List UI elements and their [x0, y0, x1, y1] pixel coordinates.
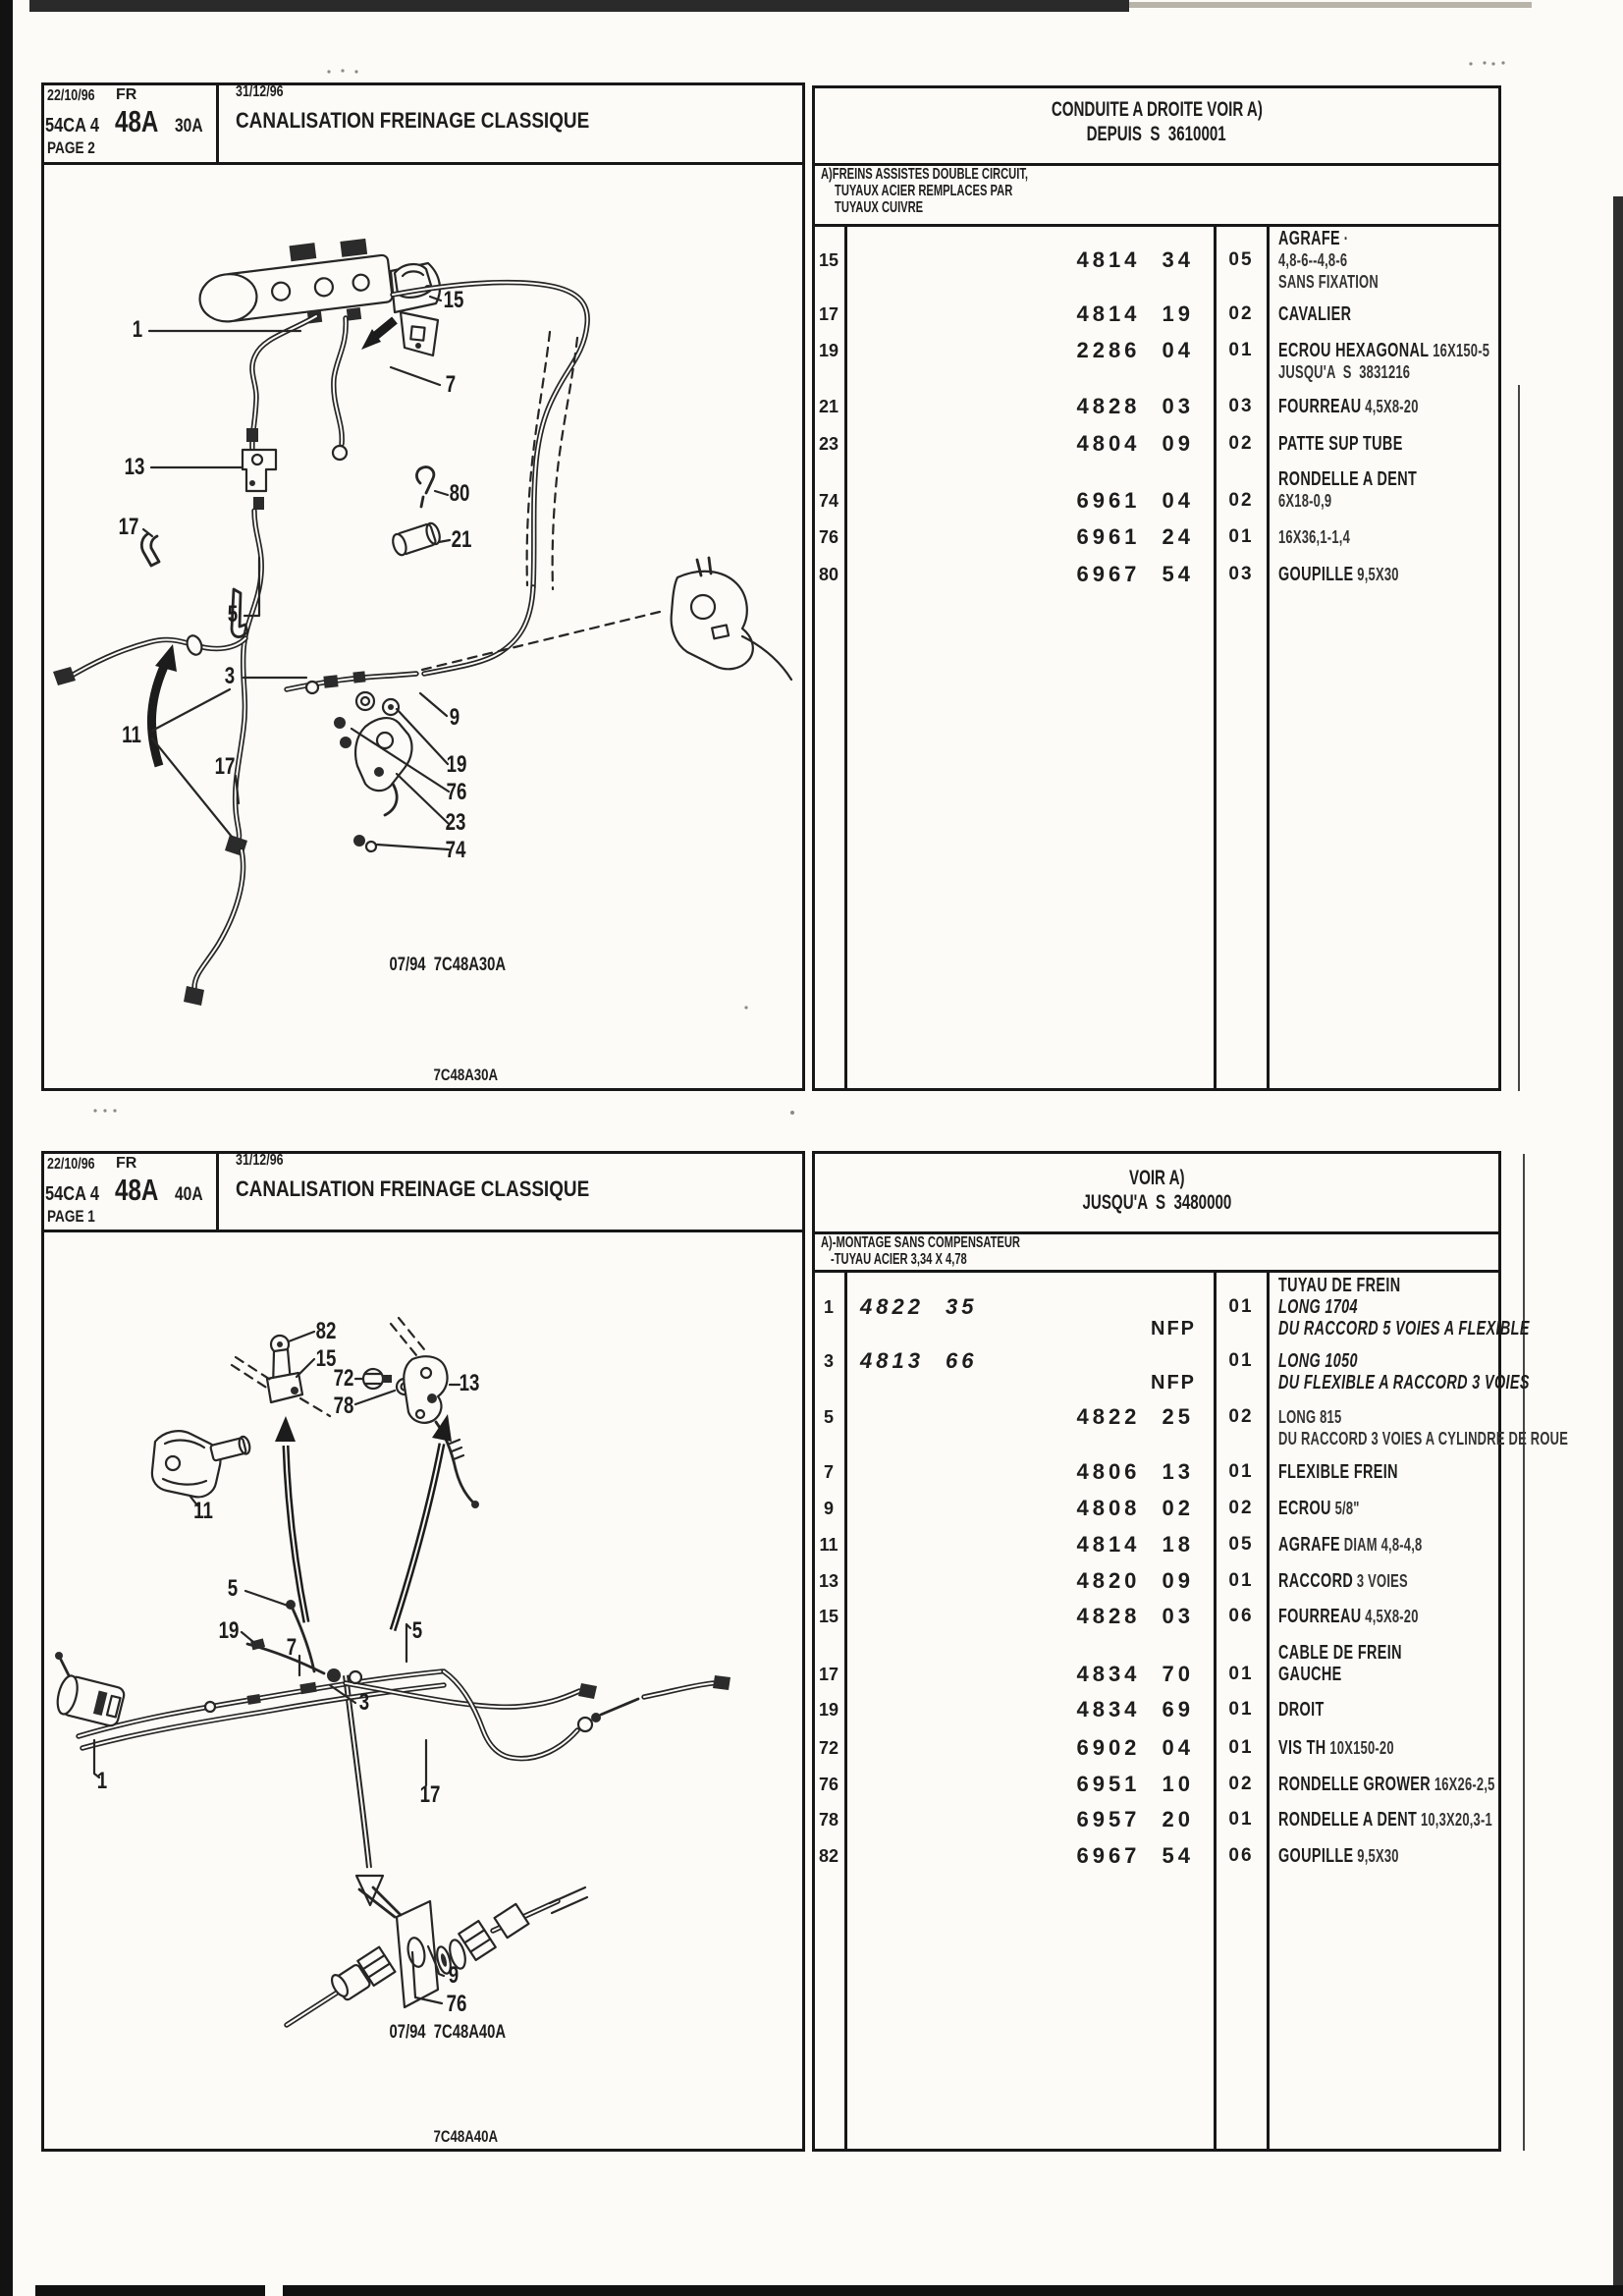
p1-diagram-box [41, 162, 805, 1091]
part-row-qty: 06 [1228, 1845, 1254, 1866]
diagram-callout: 17 [214, 753, 236, 780]
p1-table-box [812, 85, 1501, 1091]
scan-edge-bottom [35, 2285, 265, 2296]
part-desc-line: TUYAU DE FREIN [1278, 1275, 1401, 1296]
part-row-qty: 05 [1228, 1534, 1254, 1555]
diagram-callout: 17 [118, 514, 139, 540]
p2-page-label: PAGE 1 [47, 1207, 95, 1226]
p1-date: 22/10/96 [47, 87, 95, 104]
part-desc-line: AGRAFE DIAM 4,8-4,8 [1278, 1534, 1423, 1556]
part-row-item: 15 [818, 250, 839, 270]
part-desc-line: FLEXIBLE FREIN [1278, 1461, 1398, 1483]
part-row-ref: 4820 09 [1076, 1568, 1194, 1593]
diagram-callout: 80 [449, 480, 470, 507]
part-desc-line: GOUPILLE 9,5X30 [1278, 564, 1399, 585]
part-row-ref: 2286 04 [1076, 338, 1194, 362]
part-desc-line: DROIT [1278, 1699, 1325, 1721]
part-row-item: 19 [818, 1700, 839, 1720]
diagram-callout: 17 [419, 1781, 441, 1808]
diagram-callout: 3 [358, 1689, 370, 1716]
p2-diagram-footer: 07/94 7C48A40A [389, 2022, 506, 2043]
p1-table-title-line2: DEPUIS S 3610001 [1086, 123, 1227, 145]
part-row-item: 13 [818, 1571, 839, 1591]
part-row-ref: 4814 18 [1076, 1532, 1194, 1557]
p2-table-title-line2: JUSQU'A S 3480000 [1082, 1191, 1231, 1214]
part-row-ref: 6967 54 [1076, 1843, 1194, 1868]
part-row-nfp: NFP [1151, 1318, 1196, 1339]
diagram-callout: 3 [224, 663, 236, 689]
diagram-callout: 11 [193, 1498, 213, 1524]
p1-rev-date: 31/12/96 [236, 83, 284, 100]
scan-edge-top-faint [1129, 2, 1532, 8]
diagram-callout: 13 [459, 1370, 480, 1396]
part-desc-line: GAUCHE [1278, 1664, 1342, 1685]
diagram-callout: 11 [122, 722, 141, 748]
diagram-callout: 19 [446, 751, 467, 778]
part-row-item: 3 [823, 1351, 834, 1371]
p2-fiche-code: 54CA 4 48A 40A [45, 1173, 203, 1207]
part-desc-line: DU RACCORD 5 VOIES A FLEXIBLE [1278, 1318, 1530, 1339]
part-row-qty: 01 [1228, 1664, 1254, 1684]
part-row-ref: 4808 02 [1076, 1496, 1194, 1520]
part-desc-line: FOURREAU 4,5X8-20 [1278, 1606, 1419, 1627]
part-desc-line: RONDELLE A DENT [1278, 468, 1418, 490]
part-row-item: 11 [819, 1535, 839, 1555]
part-desc-line: LONG 815 [1278, 1407, 1342, 1427]
p1-table-note-divider [812, 224, 1501, 227]
part-row-ref: 6951 10 [1076, 1772, 1194, 1796]
part-row-item: 76 [818, 527, 839, 547]
part-row-qty: 01 [1228, 1699, 1254, 1720]
part-row-qty: 05 [1228, 249, 1254, 270]
p1-lang: FR [116, 86, 137, 103]
p1-title: CANALISATION FREINAGE CLASSIQUE [236, 108, 590, 133]
diagram-callout: 9 [449, 704, 460, 731]
scan-edge-left [0, 0, 13, 2296]
part-row-nfp: NFP [1151, 1372, 1196, 1394]
part-desc-line: GOUPILLE 9,5X30 [1278, 1845, 1399, 1867]
diagram-callout: 5 [227, 601, 239, 628]
part-row-ref: 4822 35 [860, 1294, 978, 1319]
part-desc-line: CAVALIER [1278, 303, 1352, 325]
p2-lang: FR [116, 1155, 137, 1172]
part-row-ref: 6967 54 [1076, 562, 1194, 586]
p2-rev-date: 31/12/96 [236, 1152, 284, 1169]
p2-date: 22/10/96 [47, 1156, 95, 1173]
p1-note-line1: A)FREINS ASSISTES DOUBLE CIRCUIT, [821, 166, 1029, 183]
p1-note-line2: TUYAUX ACIER REMPLACES PAR [835, 183, 1013, 199]
part-row-qty: 02 [1228, 1406, 1254, 1427]
part-row-ref: 4828 03 [1076, 394, 1194, 418]
part-row-item: 19 [818, 341, 839, 360]
part-row-qty: 03 [1228, 564, 1254, 584]
part-desc-line: AGRAFE · [1278, 228, 1349, 249]
part-row-ref: 6961 24 [1076, 524, 1194, 549]
part-row-item: 5 [823, 1407, 834, 1427]
diagram-callout: 74 [445, 837, 466, 863]
part-row-item: 76 [818, 1775, 839, 1794]
diagram-callout: 21 [451, 526, 472, 553]
part-row-ref: 4813 66 [860, 1348, 978, 1373]
part-row-qty: 02 [1228, 490, 1254, 511]
part-row-ref: 4814 19 [1076, 301, 1194, 326]
part-row-item: 9 [823, 1499, 834, 1518]
diagram-callout: 13 [124, 454, 145, 480]
p2-diagram-box [41, 1230, 805, 2152]
diagram-callout: 15 [443, 287, 464, 313]
part-desc-line: ECROU HEXAGONAL 16X150-5 [1278, 340, 1490, 361]
part-row-item: 1 [823, 1297, 834, 1317]
scan-line-right-1 [1518, 385, 1520, 1091]
diagram-callout: 82 [315, 1318, 337, 1344]
part-row-ref: 4822 25 [1076, 1404, 1194, 1429]
p1-diagram-code: 7C48A30A [433, 1066, 498, 1084]
part-row-qty: 02 [1228, 1498, 1254, 1518]
p1-table-title-line1: CONDUITE A DROITE VOIR A) [1051, 98, 1263, 121]
p1-fiche-code: 54CA 4 48A 30A [45, 104, 203, 138]
diagram-callout: 23 [445, 809, 466, 836]
part-desc-line: 4,8-6--4,8-6 [1278, 250, 1348, 270]
scan-edge-top [29, 0, 1129, 12]
diagram-callout: 7 [445, 371, 457, 398]
part-row-ref: 6957 20 [1076, 1807, 1194, 1831]
part-row-qty: 01 [1228, 526, 1254, 547]
part-desc-line: VIS TH 10X150-20 [1278, 1737, 1394, 1759]
part-row-item: 72 [818, 1738, 839, 1758]
part-row-ref: 4834 69 [1076, 1697, 1194, 1722]
part-desc-line: FOURREAU 4,5X8-20 [1278, 396, 1419, 417]
part-row-qty: 01 [1228, 1461, 1254, 1482]
scan-edge-bottom2 [283, 2285, 1623, 2296]
diagram-callout: 76 [446, 779, 467, 805]
part-row-ref: 4834 70 [1076, 1662, 1194, 1686]
part-desc-line: RONDELLE GROWER 16X26-2,5 [1278, 1774, 1495, 1795]
part-row-qty: 03 [1228, 396, 1254, 416]
part-desc-line: CABLE DE FREIN [1278, 1642, 1402, 1664]
part-row-ref: 6961 04 [1076, 488, 1194, 513]
part-desc-line: PATTE SUP TUBE [1278, 433, 1403, 455]
part-desc-line: RACCORD 3 VOIES [1278, 1570, 1408, 1592]
p1-col-qty-divider [1267, 224, 1270, 1091]
diagram-callout: 78 [333, 1393, 354, 1419]
part-desc-line: JUSQU'A S 3831216 [1278, 362, 1411, 382]
p2-col-qty-divider [1267, 1270, 1270, 2152]
diagram-callout: 1 [96, 1768, 108, 1794]
p1-note-line3: TUYAUX CUIVRE [835, 199, 924, 216]
part-row-qty: 06 [1228, 1606, 1254, 1626]
part-row-qty: 01 [1228, 1737, 1254, 1758]
part-desc-line: DU RACCORD 3 VOIES A CYLINDRE DE ROUE [1278, 1429, 1569, 1449]
part-row-qty: 01 [1228, 1570, 1254, 1591]
scan-line-right-2 [1523, 1154, 1525, 2151]
part-desc-line: RONDELLE A DENT 10,3X20,3-1 [1278, 1809, 1492, 1831]
diagram-callout: 9 [448, 1962, 460, 1989]
part-row-item: 17 [818, 304, 839, 324]
diagram-callout: 19 [218, 1617, 240, 1644]
part-row-qty: 02 [1228, 433, 1254, 454]
diagram-callout: 5 [411, 1617, 423, 1644]
part-row-item: 15 [818, 1607, 839, 1626]
part-row-item: 80 [818, 565, 839, 584]
part-row-item: 21 [818, 397, 839, 416]
part-row-ref: 4814 34 [1076, 247, 1194, 272]
part-desc-line: SANS FIXATION [1278, 272, 1379, 292]
diagram-callout: 72 [333, 1365, 354, 1392]
p2-note-line1: A)-MONTAGE SANS COMPENSATEUR [821, 1234, 1020, 1251]
part-row-item: 82 [818, 1846, 839, 1866]
part-row-qty: 01 [1228, 1350, 1254, 1371]
p2-table-title-line1: VOIR A) [1128, 1167, 1185, 1189]
part-desc-line: LONG 1050 [1278, 1350, 1358, 1372]
part-row-qty: 01 [1228, 1296, 1254, 1317]
part-row-qty: 02 [1228, 303, 1254, 324]
part-desc-line: ECROU 5/8" [1278, 1498, 1360, 1519]
p2-diagram-code: 7C48A40A [433, 2127, 498, 2146]
part-desc-line: LONG 1704 [1278, 1296, 1358, 1318]
part-row-ref: 4828 03 [1076, 1604, 1194, 1628]
part-desc-line: 16X36,1-1,4 [1278, 527, 1351, 547]
part-row-item: 7 [823, 1462, 834, 1482]
part-desc-line: 6X18-0,9 [1278, 491, 1332, 511]
diagram-callout: 7 [286, 1634, 298, 1661]
part-row-qty: 01 [1228, 1809, 1254, 1830]
part-row-item: 23 [818, 434, 839, 454]
diagram-callout: 5 [227, 1575, 239, 1602]
p2-title: CANALISATION FREINAGE CLASSIQUE [236, 1176, 590, 1201]
part-row-item: 74 [818, 491, 839, 511]
part-row-ref: 6902 04 [1076, 1735, 1194, 1760]
part-row-qty: 01 [1228, 340, 1254, 360]
part-row-qty: 02 [1228, 1774, 1254, 1794]
part-row-ref: 4806 13 [1076, 1459, 1194, 1484]
scan-edge-right [1613, 196, 1623, 2296]
part-row-ref: 4804 09 [1076, 431, 1194, 456]
part-row-item: 17 [818, 1665, 839, 1684]
p1-page-label: PAGE 2 [47, 138, 95, 157]
diagram-callout: 15 [315, 1345, 337, 1372]
diagram-callout: 76 [446, 1991, 467, 2017]
p2-note-line2: -TUYAU ACIER 3,34 X 4,78 [831, 1251, 967, 1268]
part-desc-line: DU FLEXIBLE A RACCORD 3 VOIES [1278, 1372, 1530, 1394]
diagram-callout: 1 [132, 316, 143, 343]
part-row-item: 78 [818, 1810, 839, 1830]
p1-diagram-footer: 07/94 7C48A30A [389, 955, 506, 975]
